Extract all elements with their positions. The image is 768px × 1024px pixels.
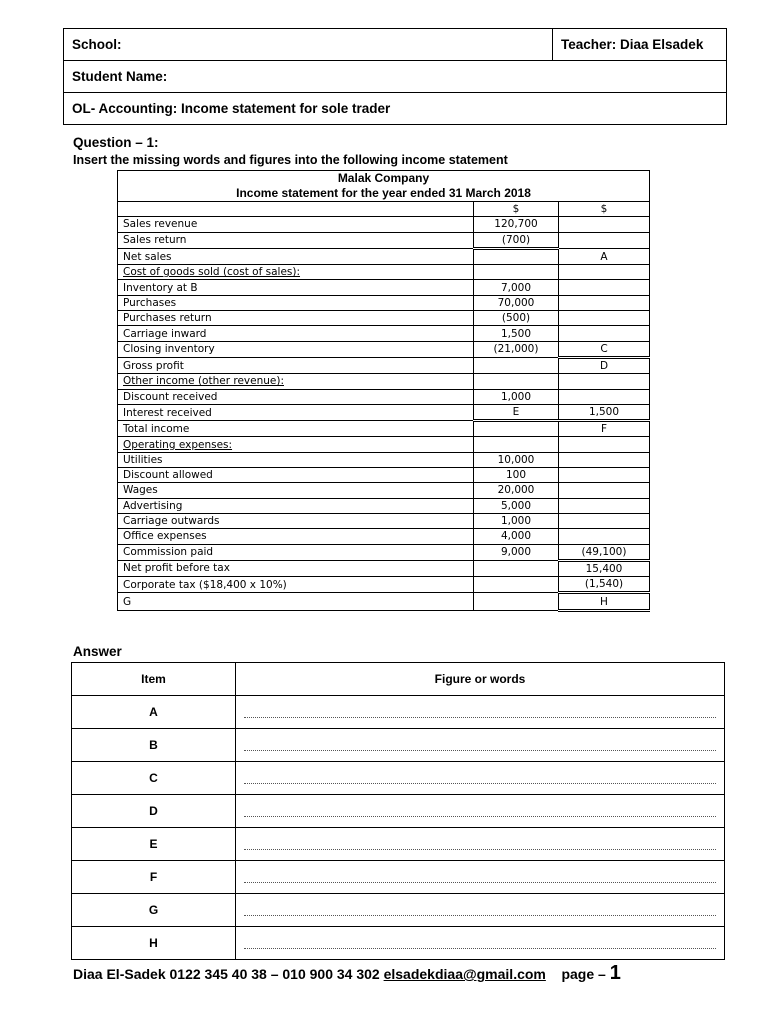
statement-row	[118, 326, 650, 341]
row-detail-amount	[474, 421, 559, 437]
row-total-amount: (49,100)	[559, 544, 650, 560]
statement-row	[118, 593, 650, 610]
statement-row	[118, 374, 650, 389]
row-detail-amount: 4,000	[474, 529, 559, 544]
footer-author: Diaa El-Sadek	[73, 966, 166, 982]
statement-row	[118, 341, 650, 357]
row-detail-amount: 1,500	[474, 326, 559, 341]
dotted-answer-line	[244, 816, 716, 817]
row-total-amount	[559, 513, 650, 528]
row-total-amount: H	[559, 593, 650, 610]
row-detail-amount	[474, 593, 559, 610]
row-total-amount	[559, 295, 650, 310]
answer-row	[72, 696, 725, 729]
question-instruction: Insert the missing words and figures into the following income statement	[73, 153, 508, 167]
answer-item-label: E	[72, 828, 236, 861]
answer-field[interactable]	[236, 861, 725, 894]
row-detail-amount	[474, 437, 559, 452]
statement-row	[118, 357, 650, 373]
row-detail-amount: 70,000	[474, 295, 559, 310]
row-detail-amount: 10,000	[474, 452, 559, 467]
row-total-amount: F	[559, 421, 650, 437]
statement-row	[118, 389, 650, 404]
row-detail-amount: 120,700	[474, 217, 559, 232]
footer-email[interactable]: elsadekdiaa@gmail.com	[383, 966, 546, 982]
row-label: Interest received	[118, 404, 474, 420]
answer-row	[72, 762, 725, 795]
row-total-amount	[559, 265, 650, 280]
question-title: Question – 1:	[73, 135, 159, 150]
statement-row	[118, 265, 650, 280]
row-total-amount	[559, 311, 650, 326]
row-label: Sales return	[118, 232, 474, 248]
statement-period: Income statement for the year ended 31 March 2018	[236, 186, 531, 200]
answer-field[interactable]	[236, 795, 725, 828]
answer-row	[72, 861, 725, 894]
page-label: page –	[561, 966, 606, 982]
row-total-amount: (1,540)	[559, 577, 650, 593]
row-label: G	[118, 593, 474, 610]
currency-header: $	[474, 202, 559, 217]
row-total-amount	[559, 437, 650, 452]
answer-item-label: H	[72, 927, 236, 960]
answer-row	[72, 795, 725, 828]
row-detail-amount	[474, 374, 559, 389]
row-total-amount: 1,500	[559, 404, 650, 420]
answer-item-label: F	[72, 861, 236, 894]
subject-title: OL- Accounting: Income statement for sole trader	[64, 93, 727, 125]
statement-row	[118, 248, 650, 264]
row-label: Sales revenue	[118, 217, 474, 232]
dotted-answer-line	[244, 882, 716, 883]
answer-item-label: B	[72, 729, 236, 762]
footer-phones: 0122 345 40 38 – 010 900 34 302	[169, 966, 380, 982]
answer-title: Answer	[73, 644, 122, 659]
statement-row	[118, 311, 650, 326]
row-total-amount	[559, 326, 650, 341]
student-name-label: Student Name:	[64, 61, 727, 93]
statement-row	[118, 437, 650, 452]
dotted-answer-line	[244, 948, 716, 949]
row-label: Office expenses	[118, 529, 474, 544]
page-number: 1	[609, 962, 621, 984]
statement-row	[118, 498, 650, 513]
figure-column-header: Figure or words	[236, 663, 725, 696]
answer-item-label: A	[72, 696, 236, 729]
statement-row	[118, 529, 650, 544]
statement-header-label	[118, 202, 474, 217]
row-label: Net sales	[118, 248, 474, 264]
header-table	[63, 28, 727, 125]
answer-item-label: C	[72, 762, 236, 795]
answer-row	[72, 828, 725, 861]
school-label: School:	[64, 29, 553, 61]
row-label: Wages	[118, 483, 474, 498]
row-label: Commission paid	[118, 544, 474, 560]
row-detail-amount: 1,000	[474, 389, 559, 404]
footer	[73, 962, 621, 985]
row-label: Operating expenses:	[118, 437, 474, 452]
dotted-answer-line	[244, 915, 716, 916]
dotted-answer-line	[244, 849, 716, 850]
company-name: Malak Company	[337, 171, 430, 185]
row-detail-amount: (500)	[474, 311, 559, 326]
row-detail-amount	[474, 357, 559, 373]
row-total-amount	[559, 529, 650, 544]
row-detail-amount: 1,000	[474, 513, 559, 528]
row-detail-amount: 7,000	[474, 280, 559, 295]
answer-item-label: G	[72, 894, 236, 927]
statement-row	[118, 544, 650, 560]
row-total-amount	[559, 232, 650, 248]
row-label: Net profit before tax	[118, 560, 474, 576]
row-label: Closing inventory	[118, 341, 474, 357]
row-detail-amount: 100	[474, 468, 559, 483]
row-total-amount	[559, 452, 650, 467]
currency-header: $	[559, 202, 650, 217]
answer-field[interactable]	[236, 696, 725, 729]
row-label: Carriage outwards	[118, 513, 474, 528]
statement-row	[118, 217, 650, 232]
item-column-header: Item	[72, 663, 236, 696]
statement-row	[118, 404, 650, 420]
statement-row	[118, 295, 650, 310]
answer-field[interactable]	[236, 927, 725, 960]
statement-row	[118, 421, 650, 437]
statement-row	[118, 577, 650, 593]
statement-row	[118, 232, 650, 248]
row-label: Cost of goods sold (cost of sales):	[118, 265, 474, 280]
row-detail-amount: 9,000	[474, 544, 559, 560]
row-total-amount: C	[559, 341, 650, 357]
answer-field[interactable]	[236, 894, 725, 927]
row-total-amount	[559, 217, 650, 232]
row-detail-amount: 20,000	[474, 483, 559, 498]
row-label: Discount allowed	[118, 468, 474, 483]
row-total-amount	[559, 374, 650, 389]
dotted-answer-line	[244, 783, 716, 784]
statement-row	[118, 468, 650, 483]
row-detail-amount: (700)	[474, 232, 559, 248]
row-label: Carriage inward	[118, 326, 474, 341]
answer-row	[72, 729, 725, 762]
teacher-name: Teacher: Diaa Elsadek	[553, 29, 727, 61]
statement-row	[118, 452, 650, 467]
row-total-amount: A	[559, 248, 650, 264]
row-detail-amount: (21,000)	[474, 341, 559, 357]
statement-row	[118, 513, 650, 528]
row-label: Total income	[118, 421, 474, 437]
row-detail-amount: E	[474, 404, 559, 420]
statement-title	[118, 171, 650, 202]
row-label: Advertising	[118, 498, 474, 513]
row-total-amount	[559, 389, 650, 404]
statement-row	[118, 483, 650, 498]
row-label: Purchases return	[118, 311, 474, 326]
row-label: Discount received	[118, 389, 474, 404]
row-total-amount: D	[559, 357, 650, 373]
row-label: Other income (other revenue):	[118, 374, 474, 389]
dotted-answer-line	[244, 717, 716, 718]
answer-table	[71, 662, 725, 960]
dotted-answer-line	[244, 750, 716, 751]
answer-row	[72, 927, 725, 960]
row-total-amount: 15,400	[559, 560, 650, 576]
row-label: Corporate tax ($18,400 x 10%)	[118, 577, 474, 593]
row-total-amount	[559, 483, 650, 498]
answer-field[interactable]	[236, 762, 725, 795]
row-detail-amount	[474, 248, 559, 264]
row-detail-amount	[474, 577, 559, 593]
row-label: Inventory at B	[118, 280, 474, 295]
row-label: Gross profit	[118, 357, 474, 373]
income-statement	[117, 170, 650, 612]
answer-item-label: D	[72, 795, 236, 828]
answer-field[interactable]	[236, 828, 725, 861]
statement-row	[118, 280, 650, 295]
row-label: Purchases	[118, 295, 474, 310]
statement-row	[118, 560, 650, 576]
row-label: Utilities	[118, 452, 474, 467]
row-detail-amount	[474, 265, 559, 280]
answer-field[interactable]	[236, 729, 725, 762]
row-total-amount	[559, 468, 650, 483]
answer-row	[72, 894, 725, 927]
row-detail-amount	[474, 560, 559, 576]
row-total-amount	[559, 498, 650, 513]
row-total-amount	[559, 280, 650, 295]
row-detail-amount: 5,000	[474, 498, 559, 513]
